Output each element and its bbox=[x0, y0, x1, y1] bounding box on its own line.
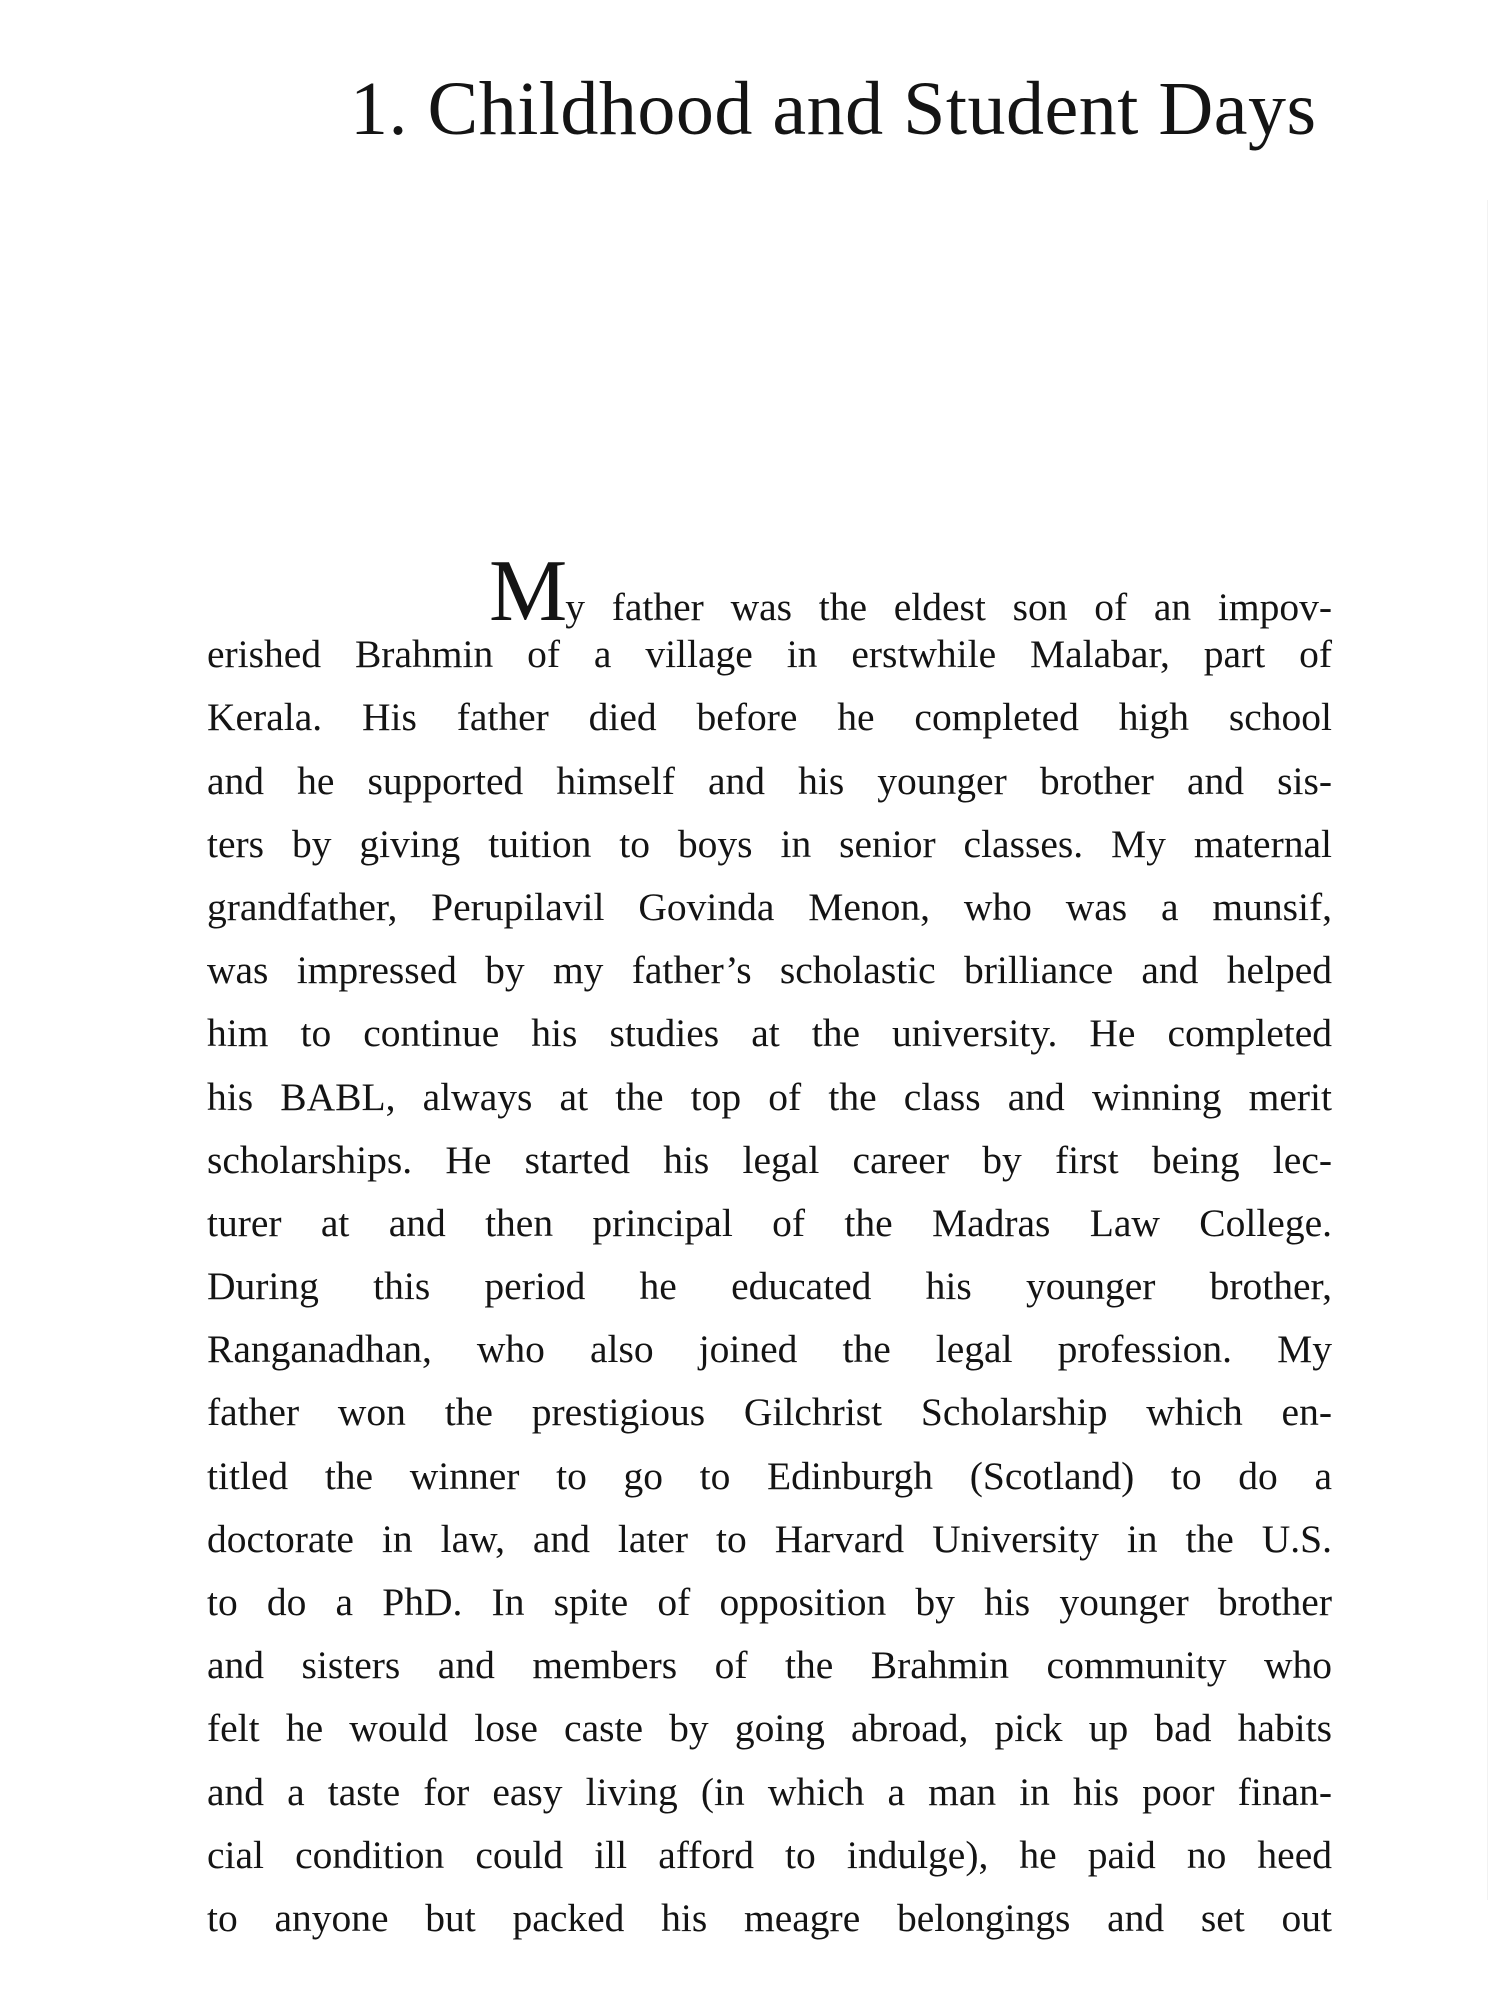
text-line-20: and a taste for easy living (in which a man in his poor finan- bbox=[207, 1769, 1332, 1814]
text-line-1 bbox=[207, 543, 1332, 640]
text-line-2: erished Brahmin of a village in erstwhile Malabar, part of bbox=[207, 632, 1332, 677]
text-line-8: him to continue his studies at the university. He completed bbox=[207, 1011, 1332, 1056]
text-line-9: his BABL, always at the top of the class and winning merit bbox=[207, 1074, 1332, 1119]
chapter-title: 1. Childhood and Student Days bbox=[350, 67, 1317, 151]
drop-cap: M bbox=[489, 543, 566, 640]
text-line-21: cial condition could ill afford to indulge), he paid no heed bbox=[207, 1832, 1332, 1877]
text-line-7: was impressed by my father’s scholastic brilliance and helped bbox=[207, 948, 1332, 993]
body-paragraph bbox=[207, 543, 1332, 1950]
text-line-12: During this period he educated his younger brother, bbox=[207, 1264, 1332, 1309]
text-line-17: to do a PhD. In spite of opposition by his younger brother bbox=[207, 1580, 1332, 1624]
text-line-19: felt he would lose caste by going abroad, pick up bad habits bbox=[207, 1706, 1332, 1751]
text-line-10: scholarships. He started his legal career by first being lec- bbox=[207, 1137, 1332, 1182]
text-line-13: Ranganadhan, who also joined the legal profession. My bbox=[207, 1327, 1332, 1372]
text-line-3: Kerala. His father died before he completed high school bbox=[207, 695, 1332, 740]
scan-edge-line bbox=[1487, 200, 1488, 1900]
text-line-18: and sisters and members of the Brahmin community who bbox=[207, 1643, 1332, 1688]
text-line-4: and he supported himself and his younger brother and sis- bbox=[207, 758, 1332, 803]
text-line-6: grandfather, Perupilavil Govinda Menon, who was a munsif, bbox=[207, 884, 1332, 929]
text-line-11: turer at and then principal of the Madras Law College. bbox=[207, 1200, 1332, 1245]
text-line-15: titled the winner to go to Edinburgh (Scotland) to do a bbox=[207, 1453, 1332, 1498]
text-line-16: doctorate in law, and later to Harvard University in the U.S. bbox=[207, 1516, 1332, 1561]
text-line-14: father won the prestigious Gilchrist Scholarship which en- bbox=[207, 1390, 1332, 1435]
text-line-1-rest: y father was the eldest son of an impov- bbox=[565, 585, 1332, 629]
text-line-22: to anyone but packed his meagre belongings and set out bbox=[207, 1895, 1332, 1940]
text-line-5: ters by giving tuition to boys in senior classes. My maternal bbox=[207, 821, 1332, 866]
